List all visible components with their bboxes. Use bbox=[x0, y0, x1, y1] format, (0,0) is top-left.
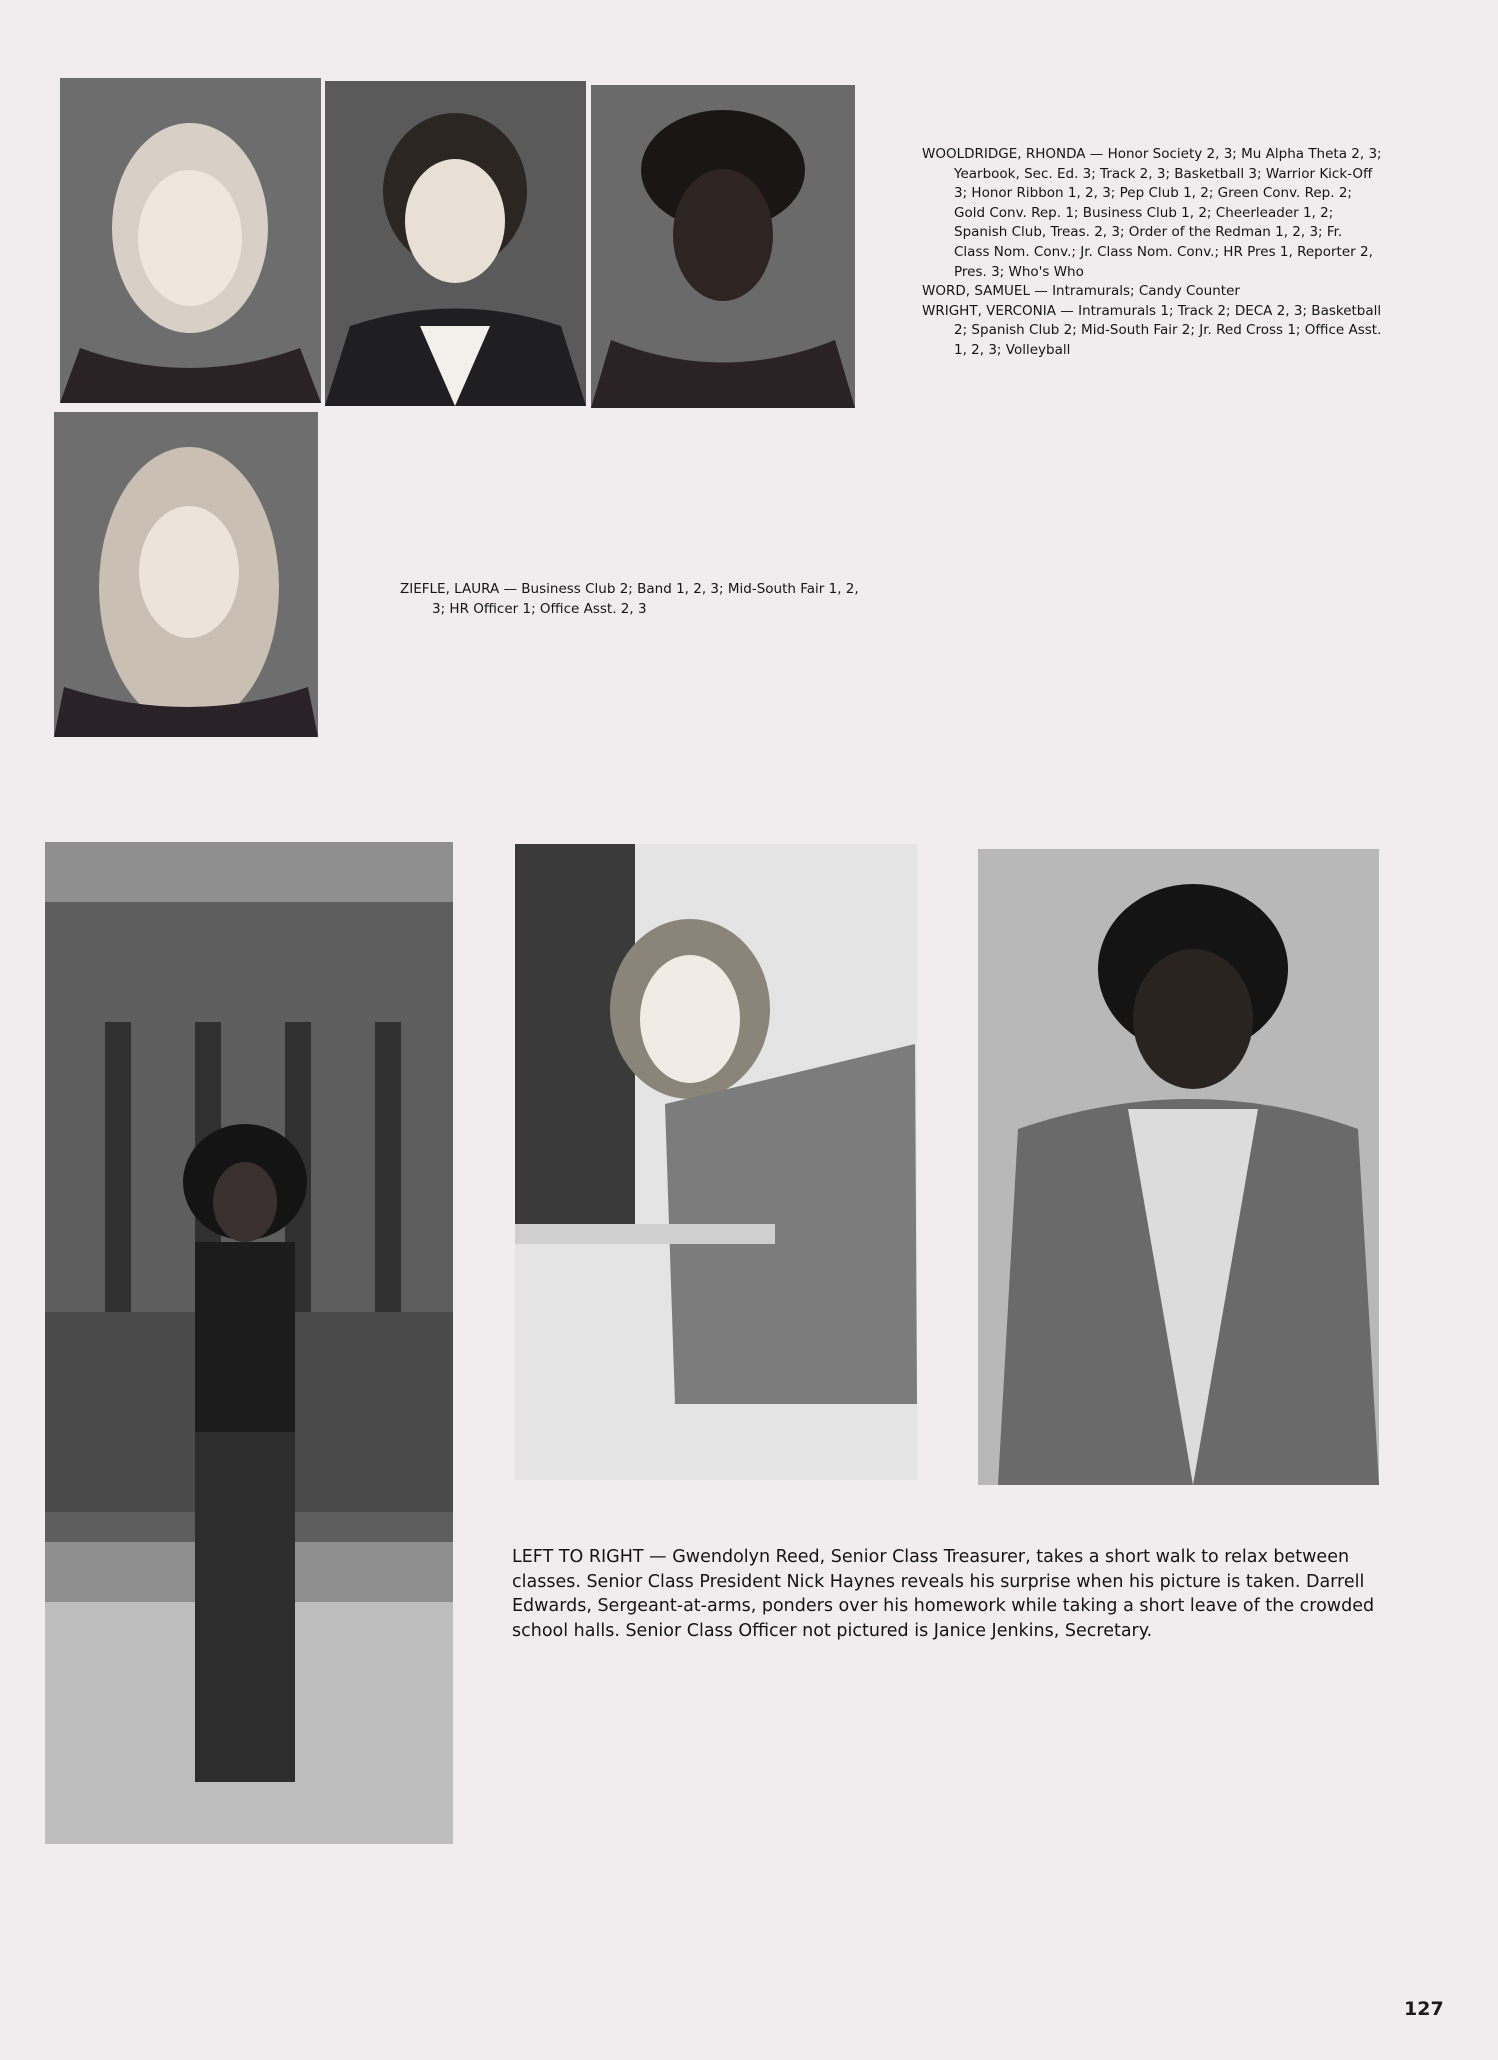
photo-darrell-edwards bbox=[978, 849, 1379, 1485]
portrait-rhonda-wooldridge bbox=[60, 78, 321, 403]
bio-verconia-wright: WRIGHT, VERCONIA — Intramurals 1; Track 2; DECA 2, 3; Basketball 2; Spanish Club 2; Mid-South Fair 2; Jr. Red Cross 1; Office Asst. 1, 2, 3; Volleyball bbox=[922, 302, 1382, 358]
bio-laura-ziefle: ZIEFLE, LAURA — Business Club 2; Band 1, 2, 3; Mid-South Fair 1, 2, 3; HR Officer 1; Office Asst. 2, 3 bbox=[400, 581, 859, 617]
photo-caption: LEFT TO RIGHT — Gwendolyn Reed, Senior Class Treasurer, takes a short walk to relax between classes. Senior Class President Nick Haynes reveals his surprise when his picture is taken. Darrell Edwards, Sergeant-at-arms, ponders over his homework while taking a short leave of the crowded school halls. Senior Class Officer not pictured is Janice Jenkins, Secretary. bbox=[512, 1547, 1375, 1641]
portrait-verconia-wright bbox=[591, 85, 855, 408]
bio-list bbox=[922, 145, 1382, 361]
portrait-samuel-word bbox=[325, 81, 586, 406]
photo-gwendolyn-reed-walking bbox=[45, 842, 453, 1844]
bio-rhonda-wooldridge: WOOLDRIDGE, RHONDA — Honor Society 2, 3; Mu Alpha Theta 2, 3; Yearbook, Sec. Ed. 3; Track 2, 3; Basketball 3; Warrior Kick-Off 3; Honor Ribbon 1, 2, 3; Pep Club 1, 2; Green Conv. Rep. 2; Gold Conv. Rep. 1; Business Club 1, 2; Cheerleader 1, 2; Spanish Club, Treas. 2, 3; Order of the Redman 1, 2, 3; Fr. Class Nom. Conv.; Jr. Class Nom. Conv.; HR Pres 1, Reporter 2, Pres. 3; Who's Who bbox=[922, 146, 1382, 280]
bio-samuel-word: WORD, SAMUEL — Intramurals; Candy Counter bbox=[922, 283, 1240, 300]
portrait-laura-ziefle bbox=[54, 412, 318, 737]
photo-nick-haynes bbox=[515, 844, 917, 1480]
page-number: 127 bbox=[1404, 1998, 1444, 2020]
